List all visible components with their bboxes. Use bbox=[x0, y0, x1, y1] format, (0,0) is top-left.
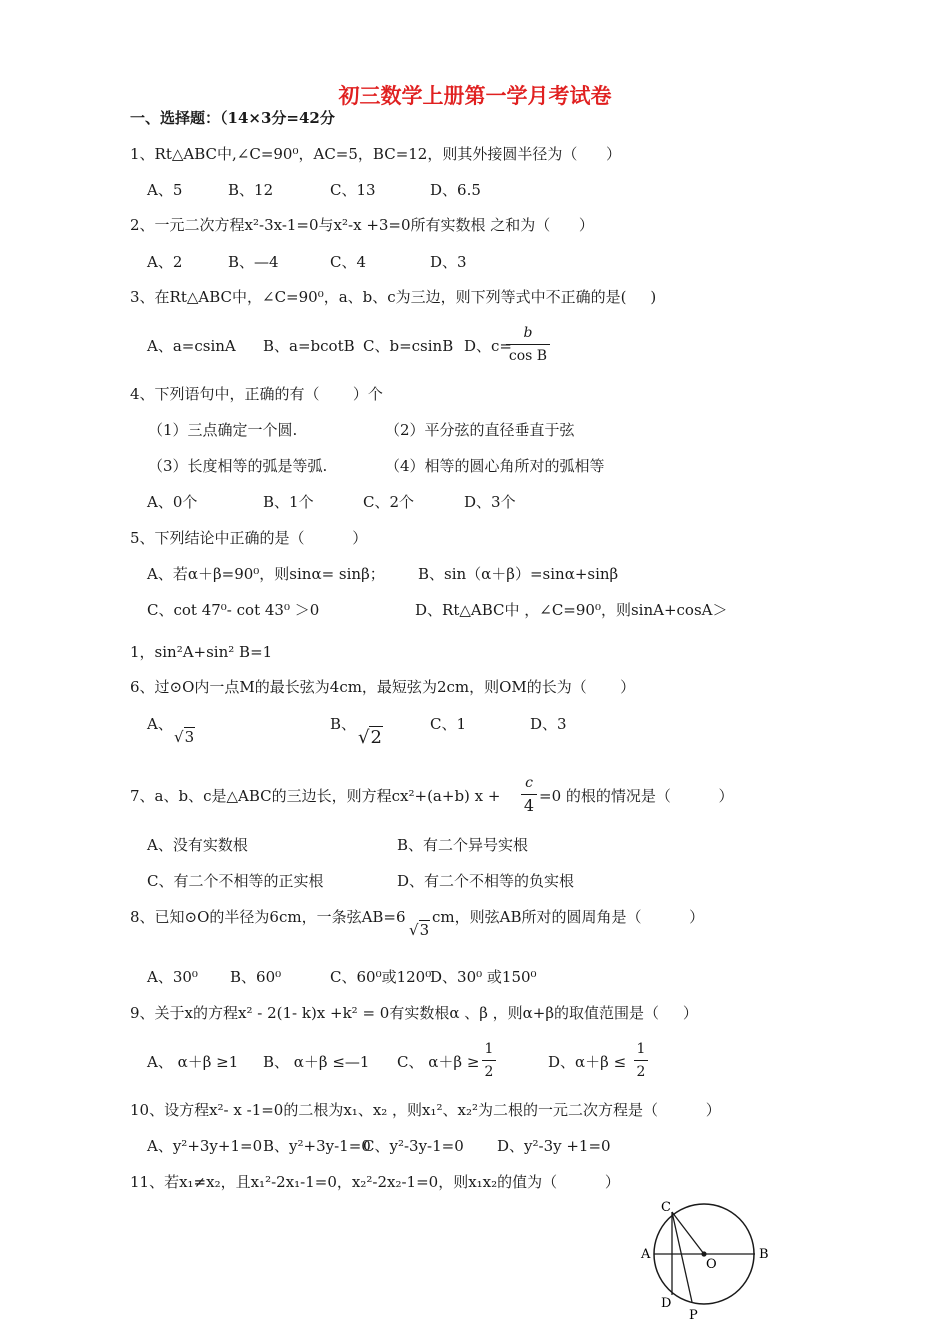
question-8-option-c: C、60⁰或120⁰ bbox=[330, 968, 432, 986]
radicand: 2 bbox=[370, 727, 382, 748]
question-3-stem: 3、在Rt△ABC中，∠C=90⁰，a、b、c为三边，则下列等式中不正确的是( ) bbox=[130, 288, 657, 306]
question-5-option-d: D、Rt△ABC中 ，∠C=90⁰，则sinA+cosA＞ bbox=[415, 601, 728, 619]
question-10-option-b: B、y²+3y-1=0 bbox=[263, 1137, 371, 1155]
fraction-denominator: 2 bbox=[636, 1064, 646, 1080]
question-8-option-b: B、60⁰ bbox=[230, 968, 282, 986]
question-8-root: √3 bbox=[409, 921, 430, 939]
question-1-option-d: D、6.5 bbox=[430, 181, 481, 199]
label-a: A bbox=[641, 1247, 651, 1262]
question-4-stem: 4、下列语句中，正确的有（ ）个 bbox=[130, 385, 383, 403]
page-title: 初三数学上册第一学月考试卷 bbox=[338, 83, 612, 108]
question-5-continuation: 1，sin²A+sin² B=1 bbox=[130, 643, 273, 661]
question-1-option-b: B、12 bbox=[228, 181, 274, 199]
question-7-stem-start: 7、a、b、c是△ABC的三边长，则方程cx²+(a+b) x + bbox=[130, 787, 501, 805]
question-1-option-a: A、5 bbox=[147, 181, 183, 199]
question-6-option-c: C、1 bbox=[430, 715, 467, 733]
question-10-option-a: A、y²+3y+1=0 bbox=[147, 1137, 263, 1155]
question-10-stem: 10、设方程x²- x -1=0的二根为x₁、x₂ ，则x₁²、x₂²为二根的一元二次方程是（ ） bbox=[130, 1101, 721, 1119]
question-9-option-c: C、 α＋β ≥ bbox=[397, 1053, 480, 1071]
fraction-denominator: 4 bbox=[523, 796, 535, 815]
question-4-option-b: B、1个 bbox=[263, 493, 314, 511]
question-6-option-a-root: √3 bbox=[174, 728, 195, 746]
fraction-denominator: 2 bbox=[484, 1064, 494, 1080]
fraction-numerator: c bbox=[525, 775, 533, 791]
radicand: 3 bbox=[184, 728, 195, 746]
question-4-option-d: D、3个 bbox=[464, 493, 516, 511]
question-6-stem: 6、过⊙O内一点M的最长弦为4cm，最短弦为2cm，则OM的长为（ ） bbox=[130, 678, 636, 696]
question-7-option-d: D、有二个不相等的负实根 bbox=[397, 872, 575, 890]
label-p: P bbox=[689, 1308, 698, 1323]
question-8-stem-end: cm，则弦AB所对的圆周角是（ ） bbox=[432, 908, 705, 926]
label-o: O bbox=[706, 1257, 717, 1272]
question-4-option-c: C、2个 bbox=[363, 493, 415, 511]
label-c: C bbox=[661, 1200, 671, 1215]
question-5-option-b: B、sin（α＋β）=sinα+sinβ bbox=[418, 565, 619, 583]
question-2-option-b: B、—4 bbox=[228, 253, 279, 271]
question-7-option-a: A、没有实数根 bbox=[147, 836, 248, 854]
question-9-option-c-fraction bbox=[482, 1040, 496, 1081]
question-8-stem-start: 8、已知⊙O的半径为6cm，一条弦AB=6 bbox=[130, 908, 406, 926]
question-2-option-a: A、2 bbox=[147, 253, 183, 271]
question-7-option-c: C、有二个不相等的正实根 bbox=[147, 872, 324, 890]
question-5-option-c: C、cot 47⁰- cot 43⁰ ＞0 bbox=[147, 601, 320, 619]
question-6-option-d: D、3 bbox=[530, 715, 567, 733]
question-7-fraction bbox=[521, 774, 537, 815]
question-10-option-c: C、y²-3y-1=0 bbox=[363, 1137, 464, 1155]
question-9-option-a: A、 α＋β ≥1 bbox=[147, 1053, 239, 1071]
question-4-statement-3: （3）长度相等的弧是等弧. bbox=[148, 457, 328, 475]
question-7-stem-end: =0 的根的情况是（ ） bbox=[539, 787, 734, 805]
question-1-option-c: C、13 bbox=[330, 181, 376, 199]
question-1-stem: 1、Rt△ABC中,∠C=90⁰，AC=5，BC=12，则其外接圆半径为（ ） bbox=[130, 145, 621, 163]
question-9-option-b: B、 α＋β ≤—1 bbox=[263, 1053, 370, 1071]
question-9-stem: 9、关于x的方程x² - 2(1- k)x +k² = 0有实数根α 、β ，则α+β的取值范围是（ ） bbox=[130, 1004, 698, 1022]
fraction-numerator: 1 bbox=[484, 1041, 494, 1057]
question-3-fraction bbox=[506, 324, 550, 365]
question-4-statement-4: （4）相等的圆心角所对的弧相等 bbox=[385, 457, 605, 475]
question-11-stem: 11、若x₁≠x₂，且x₁²-2x₁-1=0，x₂²-2x₂-1=0，则x₁x₂的值为（ ） bbox=[130, 1173, 620, 1191]
label-b: B bbox=[759, 1247, 769, 1262]
fraction-numerator: 1 bbox=[636, 1041, 646, 1057]
section-heading: 一、选择题：（14×3分=42分 bbox=[130, 109, 335, 127]
question-4-option-a: A、0个 bbox=[147, 493, 198, 511]
question-3-option-d: D、c= bbox=[464, 337, 512, 355]
question-2-option-c: C、4 bbox=[330, 253, 367, 271]
question-2-option-d: D、3 bbox=[430, 253, 467, 271]
question-2-stem: 2、一元二次方程x²-3x-1=0与x²-x +3=0所有实数根 之和为（ ） bbox=[130, 216, 594, 234]
question-7-option-b: B、有二个异号实根 bbox=[397, 836, 529, 854]
center-point bbox=[701, 1251, 706, 1256]
fraction-denominator: cos B bbox=[508, 348, 548, 364]
question-10-option-d: D、y²-3y +1=0 bbox=[497, 1137, 611, 1155]
fraction-numerator: b bbox=[523, 325, 533, 341]
question-5-option-a: A、若α＋β=90⁰，则sinα= sinβ； bbox=[147, 565, 385, 583]
question-3-option-a: A、a=csinA bbox=[147, 337, 236, 355]
question-4-statement-1: （1）三点确定一个圆. bbox=[148, 421, 298, 439]
question-3-option-b: B、a=bcotB bbox=[263, 337, 355, 355]
question-8-option-a: A、30⁰ bbox=[147, 968, 198, 986]
question-9-option-d-fraction bbox=[634, 1040, 648, 1081]
circle-diagram bbox=[632, 1196, 782, 1344]
question-9-option-d: D、α＋β ≤ bbox=[548, 1053, 627, 1071]
label-d: D bbox=[661, 1296, 672, 1311]
question-8-option-d: D、30⁰ 或150⁰ bbox=[430, 968, 537, 986]
radicand: 3 bbox=[419, 921, 430, 939]
question-6-option-b: B、 bbox=[330, 715, 357, 733]
question-5-stem: 5、下列结论中正确的是（ ） bbox=[130, 529, 368, 547]
question-6-option-a: A、 bbox=[147, 715, 173, 733]
question-6-option-b-root: √2 bbox=[358, 727, 382, 748]
question-3-option-c: C、b=csinB bbox=[363, 337, 454, 355]
question-4-statement-2: （2）平分弦的直径垂直于弦 bbox=[385, 421, 575, 439]
